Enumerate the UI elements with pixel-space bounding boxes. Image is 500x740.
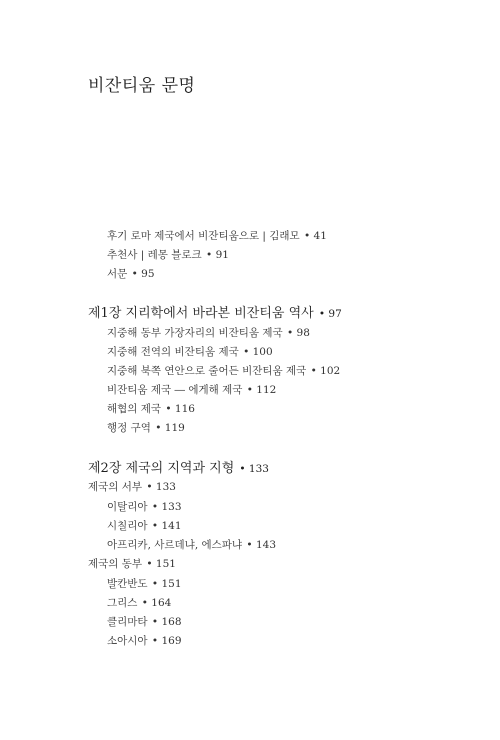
- toc-entry-page: • 98: [286, 327, 310, 339]
- toc-entry-label: 클리마타: [107, 616, 148, 628]
- toc-entry: [107, 325, 310, 340]
- toc-entry-label: 시칠리아: [107, 520, 148, 532]
- chapter-title: 제2장 제국의 지역과 지형: [88, 461, 235, 476]
- toc-section-page: • 133: [146, 481, 176, 493]
- toc-entry: [107, 537, 276, 552]
- toc-entry-label: 비잔티움 제국 ― 에게해 제국: [107, 384, 243, 396]
- toc-entry-label: 발칸반도: [107, 578, 148, 590]
- toc-entry: [107, 595, 171, 610]
- chapter-page: • 97: [318, 308, 342, 320]
- toc-entry-page: • 143: [246, 539, 276, 551]
- toc-entry: [107, 363, 340, 378]
- toc-entry-page: • 151: [151, 578, 182, 590]
- toc-entry: [107, 576, 182, 591]
- toc-entry-page: • 141: [151, 520, 182, 532]
- toc-entry-page: • 168: [151, 616, 182, 628]
- toc-section: [88, 479, 176, 494]
- toc-entry-page: • 119: [155, 422, 185, 434]
- toc-entry-label: 지중해 전역의 비잔티움 제국: [107, 346, 239, 358]
- toc-section: [88, 556, 176, 571]
- toc-entry-label: 서문: [107, 268, 128, 280]
- toc-entry-page: • 95: [131, 268, 155, 280]
- toc-entry-label: 소아시아: [107, 635, 148, 647]
- toc-entry: [107, 344, 273, 359]
- toc-entry-page: • 112: [246, 384, 277, 396]
- toc-entry-page: • 41: [304, 230, 327, 242]
- toc-entry-page: • 91: [206, 249, 229, 261]
- chapter-heading: [88, 457, 269, 476]
- toc-entry-page: • 169: [151, 635, 182, 647]
- toc-entry-label: 그리스: [107, 597, 138, 609]
- chapter-heading: [88, 302, 342, 321]
- toc-section-label: 제국의 동부: [88, 558, 143, 570]
- toc-entry-page: • 116: [165, 403, 195, 415]
- toc-entry-label: 추천사 | 레몽 블로크: [107, 249, 202, 261]
- toc-entry-page: • 164: [141, 597, 172, 609]
- toc-entry-label: 지중해 동부 가장자리의 비잔티움 제국: [107, 327, 283, 339]
- toc-entry-label: 해협의 제국: [107, 403, 162, 415]
- toc-entry-label: 지중해 북쪽 연안으로 줄어든 비잔티움 제국: [107, 365, 307, 377]
- toc-section-label: 제국의 서부: [88, 481, 143, 493]
- toc-entry: [107, 420, 185, 435]
- toc-entry: [107, 228, 327, 243]
- toc-entry: [107, 499, 182, 514]
- toc-entry: [107, 518, 182, 533]
- toc-entry-page: • 133: [151, 501, 182, 513]
- toc-entry-page: • 102: [310, 365, 341, 377]
- chapter-title: 제1장 지리학에서 바라본 비잔티움 역사: [88, 306, 314, 321]
- toc-entry-label: 행정 구역: [107, 422, 151, 434]
- toc-entry: [107, 266, 155, 281]
- chapter-page: • 133: [239, 463, 269, 475]
- toc-section-page: • 151: [146, 558, 176, 570]
- toc-entry-label: 이탈리아: [107, 501, 148, 513]
- toc-entry: [107, 401, 195, 416]
- toc-entry: [107, 633, 182, 648]
- toc-entry: [107, 614, 182, 629]
- book-title: 비잔티움 문명: [88, 76, 196, 96]
- toc-entry: [107, 382, 276, 397]
- toc-entry-label: 아프리카, 사르데냐, 에스파냐: [107, 539, 243, 551]
- toc-entry-page: • 100: [243, 346, 273, 358]
- toc-entry-label: 후기 로마 제국에서 비잔티움으로 | 김래모: [107, 230, 300, 242]
- toc-entry: [107, 247, 229, 262]
